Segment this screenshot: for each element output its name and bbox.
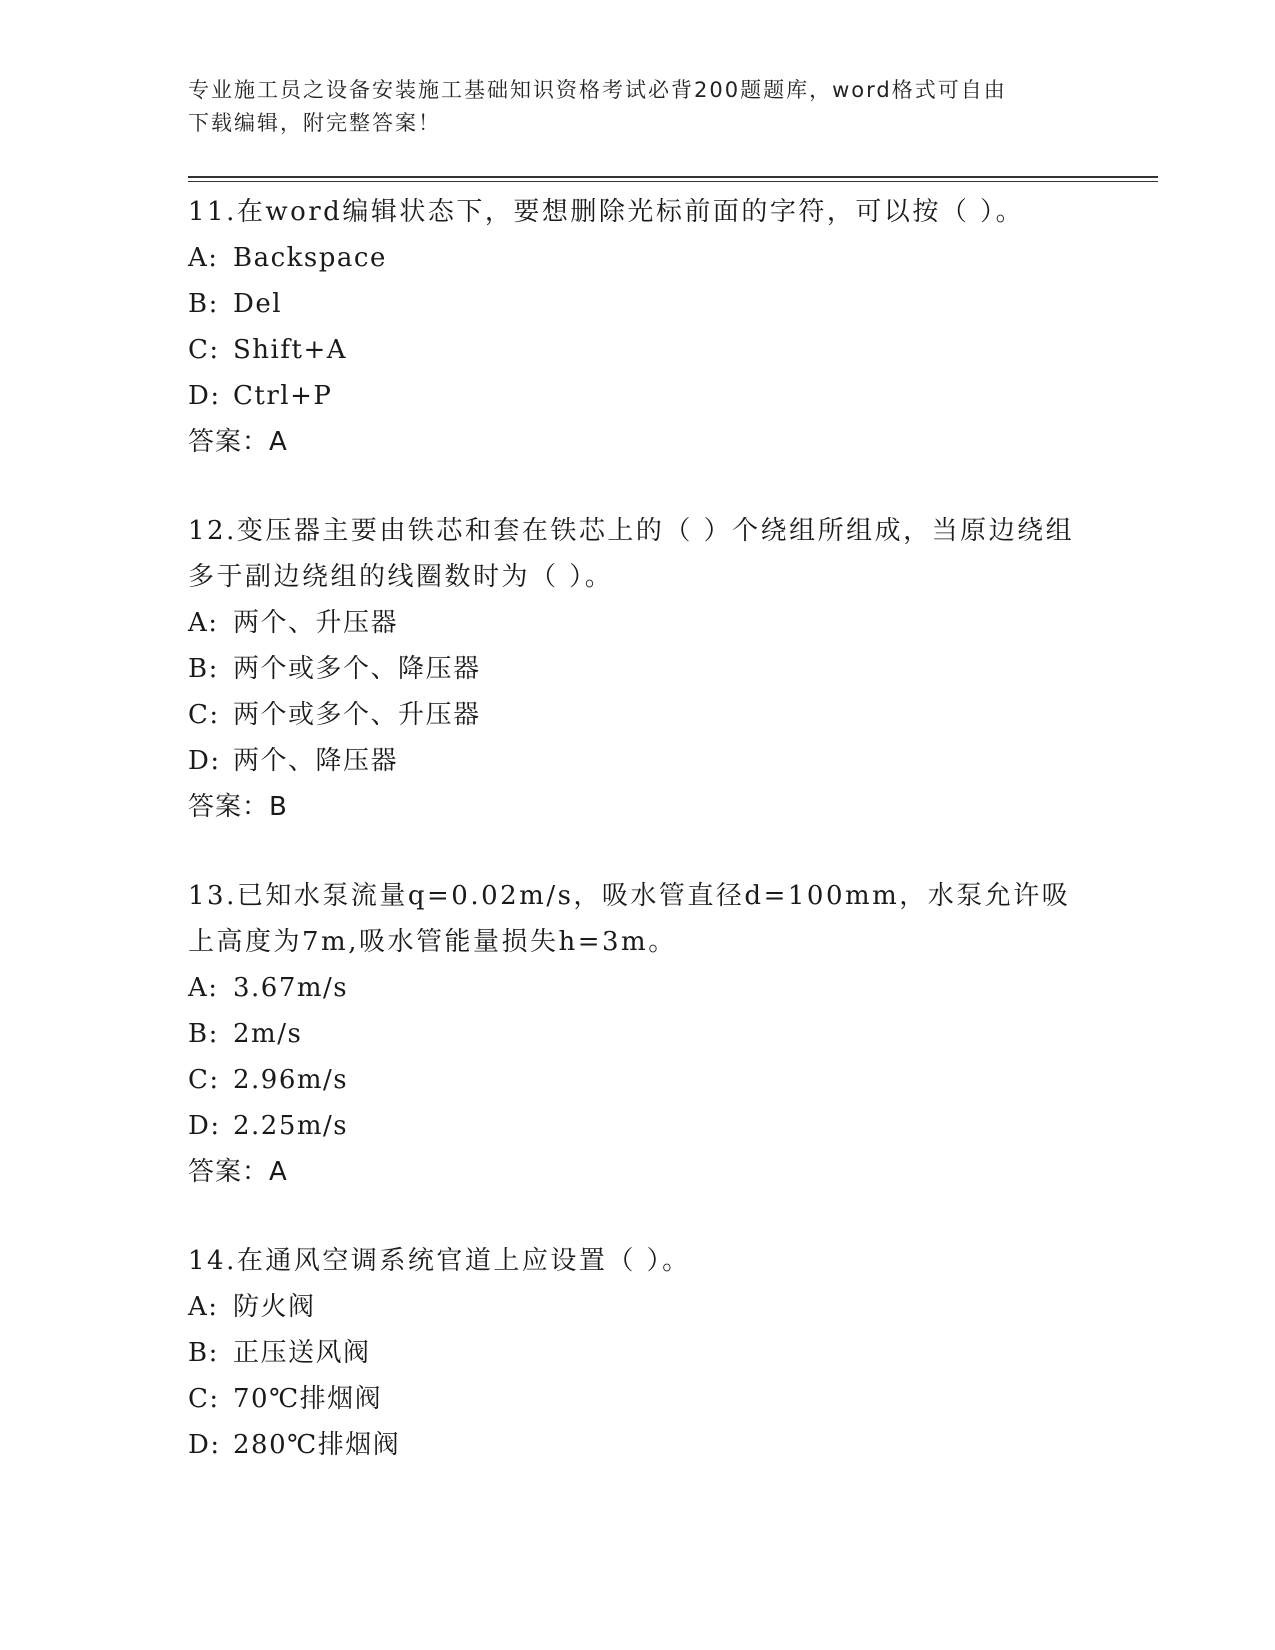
option-c [188, 1057, 1088, 1103]
option-letter: C: [188, 1384, 220, 1414]
question-item [188, 508, 1088, 830]
option-b [188, 646, 1088, 692]
option-letter: C: [188, 1065, 220, 1095]
question-stem: 14.在通风空调系统官道上应设置（ ）。 [188, 1246, 691, 1276]
question-item [188, 873, 1088, 1195]
header-line-2: 下载编辑，附完整答案！ [188, 111, 441, 135]
option-text: 防火阀 [233, 1292, 316, 1322]
option-b [188, 281, 1088, 327]
option-letter: B: [188, 289, 219, 319]
option-d [188, 738, 1088, 784]
option-b [188, 1011, 1088, 1057]
option-text: 正压送风阀 [233, 1338, 371, 1368]
option-letter: D: [188, 746, 221, 776]
option-text: Del [233, 289, 283, 319]
option-text: Ctrl+P [233, 381, 333, 411]
answer-line: 答案：A [188, 427, 288, 457]
option-text: 两个、降压器 [233, 746, 399, 776]
option-c [188, 327, 1088, 373]
option-letter: A: [188, 243, 219, 273]
answer-line: 答案：A [188, 1157, 288, 1187]
option-text: 2m/s [233, 1019, 303, 1049]
option-letter: A: [188, 1292, 219, 1322]
option-letter: A: [188, 973, 219, 1003]
option-d [188, 1103, 1088, 1149]
option-d [188, 373, 1088, 419]
option-text: 2.25m/s [233, 1111, 349, 1141]
option-letter: B: [188, 1338, 219, 1368]
option-b [188, 1330, 1088, 1376]
option-a [188, 600, 1088, 646]
question-item [188, 189, 1088, 465]
option-text: Backspace [233, 243, 387, 273]
question-stem: 12.变压器主要由铁芯和套在铁芯上的（ ）个绕组所组成，当原边绕组多于副边绕组的线圈数时为（ ）。 [188, 516, 1075, 592]
option-text: 2.96m/s [233, 1065, 349, 1095]
question-stem: 11.在word编辑状态下，要想删除光标前面的字符，可以按（ ）。 [188, 197, 1025, 227]
header-divider-thin [188, 181, 1158, 182]
option-letter: D: [188, 1430, 221, 1460]
option-text: 两个或多个、降压器 [233, 654, 481, 684]
option-letter: B: [188, 1019, 219, 1049]
option-text: 280℃排烟阀 [233, 1430, 401, 1460]
option-letter: D: [188, 381, 221, 411]
header-divider-thick [188, 176, 1158, 178]
option-letter: C: [188, 700, 220, 730]
answer-line: 答案：B [188, 792, 288, 822]
document-header [188, 74, 1068, 140]
option-text: 两个、升压器 [233, 608, 399, 638]
option-d [188, 1422, 1088, 1468]
question-stem: 13.已知水泵流量q=0.02m/s，吸水管直径d=100mm，水泵允许吸上高度为7m,吸水管能量损失h=3m。 [188, 881, 1071, 957]
option-letter: D: [188, 1111, 221, 1141]
option-c [188, 1376, 1088, 1422]
option-letter: B: [188, 654, 219, 684]
header-line-1: 专业施工员之设备安装施工基础知识资格考试必背200题题库，word格式可自由 [188, 78, 1007, 102]
option-c [188, 692, 1088, 738]
option-text: 3.67m/s [233, 973, 349, 1003]
option-text: Shift+A [233, 335, 348, 365]
option-a [188, 965, 1088, 1011]
option-letter: C: [188, 335, 220, 365]
option-text: 70℃排烟阀 [233, 1384, 383, 1414]
question-item [188, 1238, 1088, 1468]
option-letter: A: [188, 608, 219, 638]
option-a [188, 1284, 1088, 1330]
question-list [188, 189, 1088, 1511]
option-text: 两个或多个、升压器 [233, 700, 481, 730]
option-a [188, 235, 1088, 281]
